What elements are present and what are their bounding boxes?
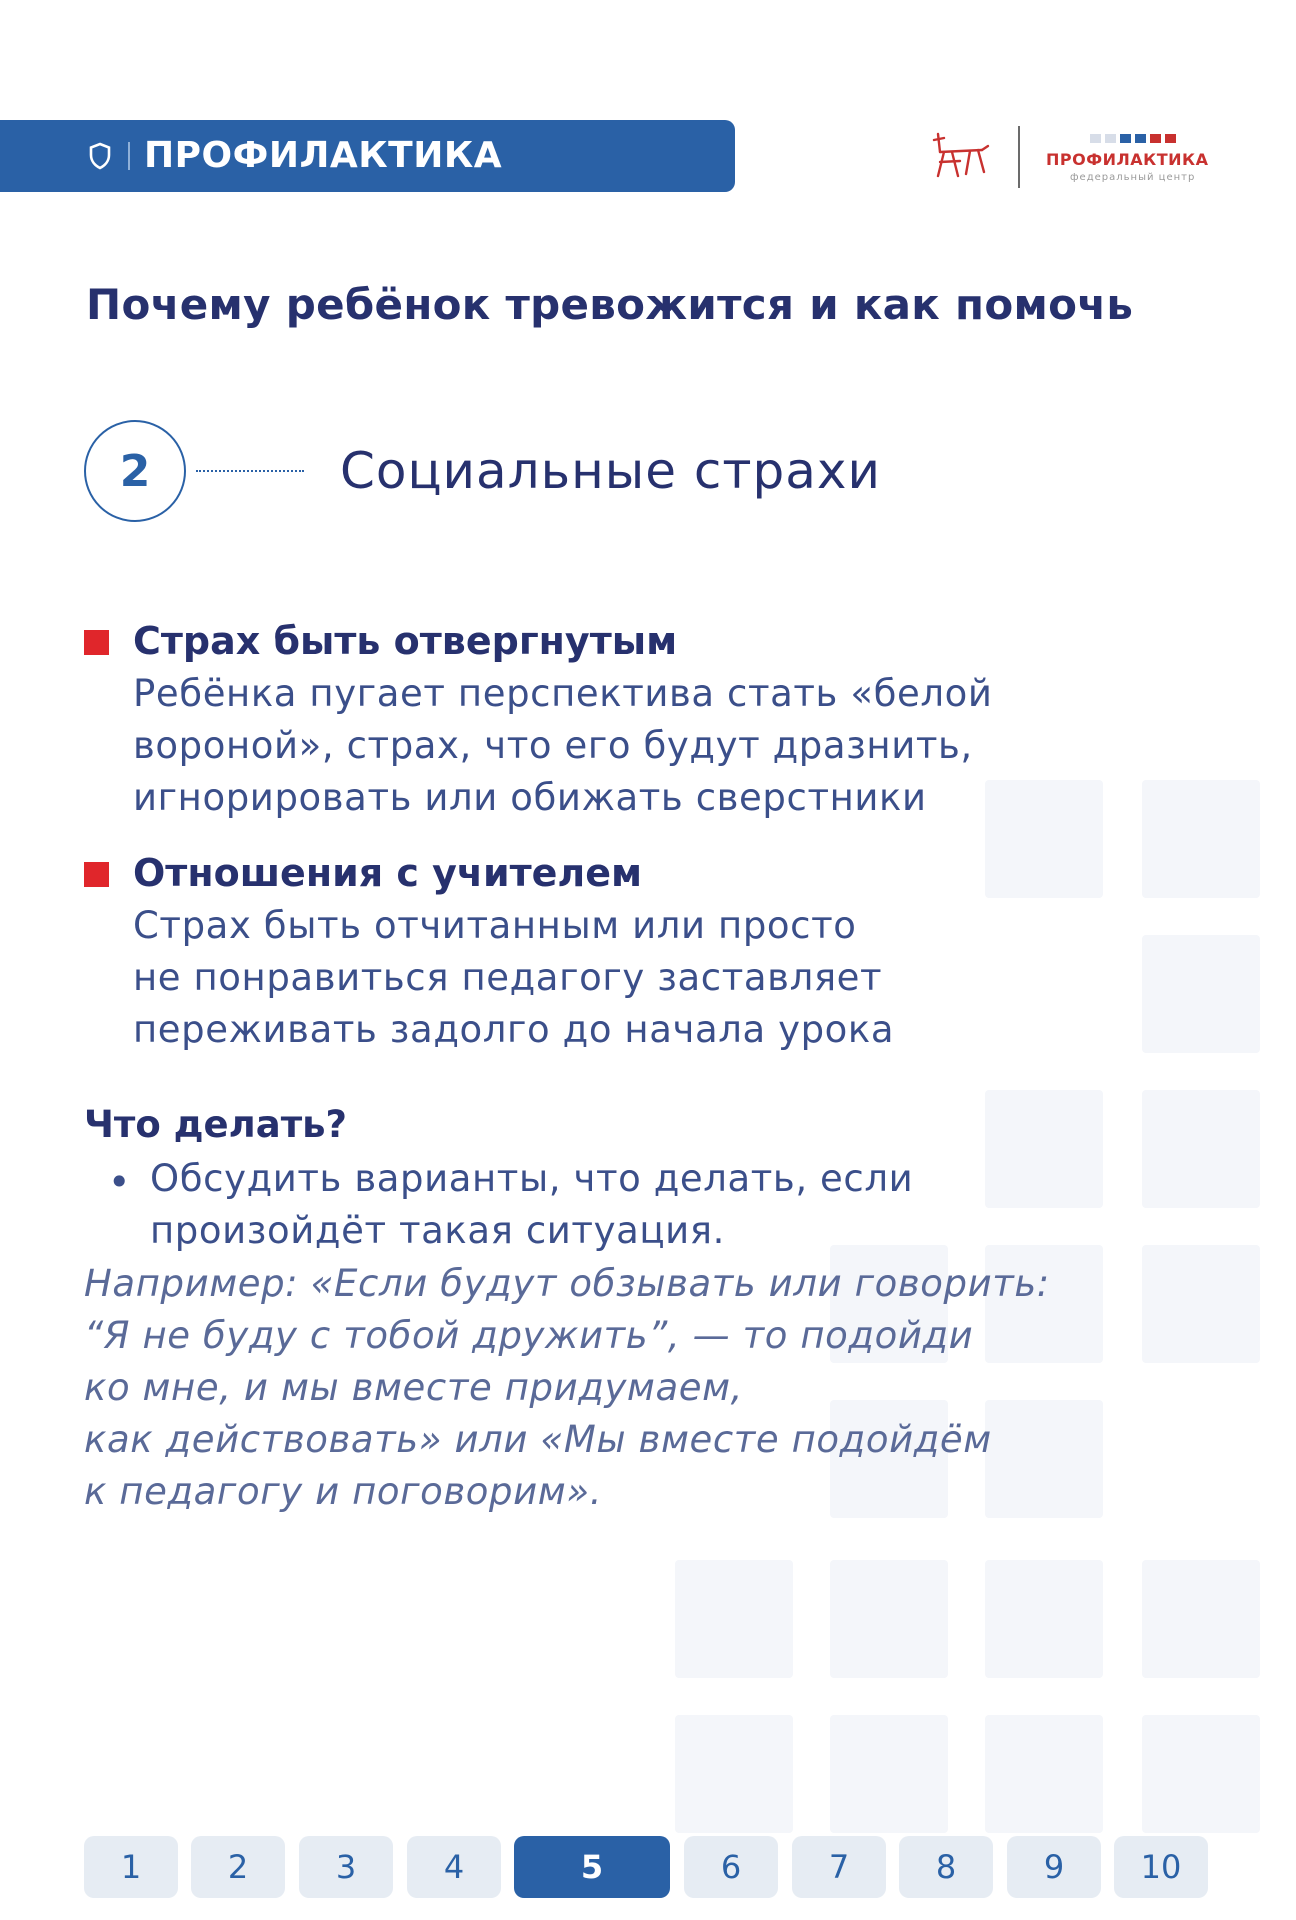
point-text-line: вороной», страх, что его будут дразнить, <box>133 724 973 767</box>
section-title: Социальные страхи <box>340 442 881 500</box>
point-text <box>133 900 894 1056</box>
page-button-8[interactable]: 8 <box>899 1836 993 1898</box>
page-title: Почему ребёнок тревожится и как помочь <box>86 280 1134 329</box>
page-button-9[interactable]: 9 <box>1007 1836 1101 1898</box>
logo-name: ПРОФИЛАКТИКА <box>1046 150 1209 169</box>
dotted-connector <box>196 470 304 472</box>
point-text-line: не понравиться педагогу заставляет <box>133 956 883 999</box>
logo-divider <box>1018 126 1020 188</box>
point-title: Страх быть отвергнутым <box>133 619 678 663</box>
header-separator <box>128 142 130 170</box>
todo-title: Что делать? <box>84 1103 347 1146</box>
header-bar <box>0 120 735 192</box>
point-text-line: Страх быть отчитанным или просто <box>133 904 857 947</box>
example-line: “Я не буду с тобой дружить”, — то подойди <box>84 1314 974 1357</box>
shield-icon <box>88 142 112 170</box>
point-title: Отношения с учителем <box>133 851 643 895</box>
example-text <box>84 1258 1050 1518</box>
header-title: ПРОФИЛАКТИКА <box>144 135 503 176</box>
section-number-badge: 2 <box>84 420 186 522</box>
red-square-marker-icon <box>84 630 109 655</box>
page-button-10[interactable]: 10 <box>1114 1836 1208 1898</box>
todo-text-line: произойдёт такая ситуация. <box>150 1209 726 1252</box>
point-text-line: Ребёнка пугает перспектива стать «белой <box>133 672 993 715</box>
point-text-line: переживать задолго до начала урока <box>133 1008 895 1051</box>
example-line: к педагогу и поговорим». <box>84 1470 603 1513</box>
page-button-3[interactable]: 3 <box>299 1836 393 1898</box>
logo-group <box>930 122 1230 192</box>
page-button-1[interactable]: 1 <box>84 1836 178 1898</box>
page-button-6[interactable]: 6 <box>684 1836 778 1898</box>
example-line: ко мне, и мы вместе придумаем, <box>84 1366 743 1409</box>
logo-subtitle: федеральный центр <box>1070 172 1196 183</box>
todo-text <box>150 1153 913 1257</box>
page-button-2[interactable]: 2 <box>191 1836 285 1898</box>
point-text-line: игнорировать или обижать сверстники <box>133 776 927 819</box>
example-line: как действовать» или «Мы вместе подойдём <box>84 1418 992 1461</box>
page-button-5-current[interactable]: 5 <box>514 1836 670 1898</box>
bullet-icon: • <box>108 1160 131 1204</box>
logo-color-squares <box>1090 134 1176 143</box>
todo-text-line: Обсудить варианты, что делать, если <box>150 1157 914 1200</box>
page-button-7[interactable]: 7 <box>792 1836 886 1898</box>
page-button-4[interactable]: 4 <box>407 1836 501 1898</box>
example-line: Например: «Если будут обзывать или говорить: <box>84 1262 1050 1305</box>
red-square-marker-icon <box>84 862 109 887</box>
point-text <box>133 668 992 824</box>
chair-logo-icon <box>930 130 992 180</box>
